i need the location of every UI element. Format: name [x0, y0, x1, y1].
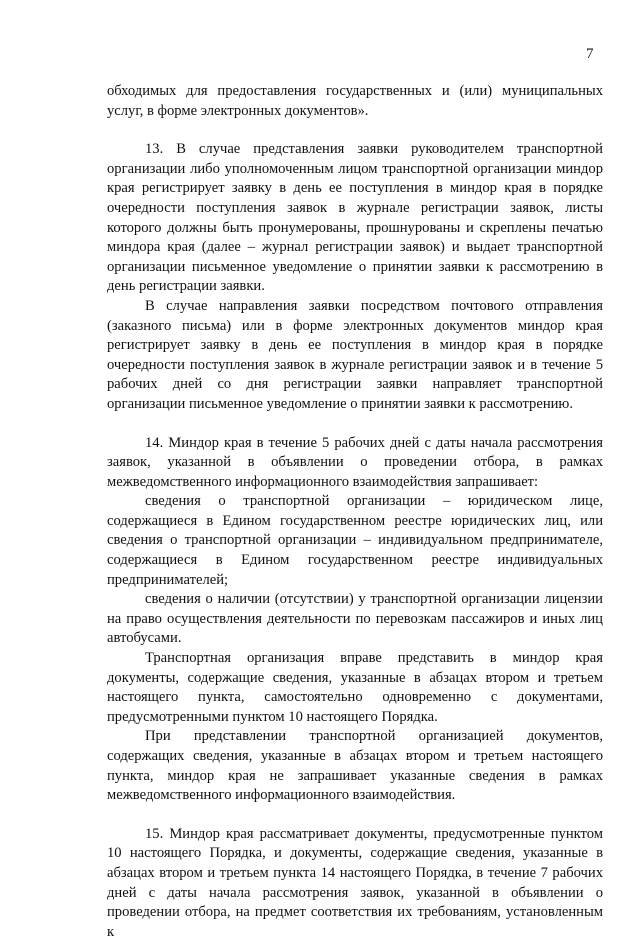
- paragraph-item-14: 14. Миндор края в течение 5 рабочих дней с даты начала рассмотрения заявок, указанной в объявлении о проведении отбора, в рамках межведомственного информационного взаимодействия запрашивает:: [107, 434, 603, 490]
- paragraph-continuation: обходимых для предоставления государственных и (или) муниципальных услуг, в форме электронных документов».: [107, 83, 603, 119]
- paragraph-self-submission: Транспортная организация вправе представить в миндор края документы, содержащие сведения, указанные в абзацах втором и третьем настоящего пункта, самостоятельно одновременно с документами, предусмотренными пунктом 10 настоящего Порядка.: [107, 650, 603, 725]
- page-number: 7: [586, 46, 594, 62]
- paragraph-license-info: сведения о наличии (отсутствии) у транспортной организации лицензии на право осуществления деятельности по перевозкам пассажиров и иных лиц автобусами.: [107, 591, 603, 647]
- paragraph-postal-submission: В случае направления заявки посредством почтового отправления (заказного письма) или в форме электронных документов миндор края регистрирует заявку в день ее поступления в миндор края в порядке очередности поступления заявок в журнале регистрации заявок и в течение 5 рабочих дней со дня регистрации заявки направляет транспортной организации письменное уведомление о принятии заявки к рассмотрению.: [107, 297, 603, 412]
- paragraph-no-request: При представлении транспортной организацией документов, содержащих сведения, указанные в абзацах втором и третьем настоящего пункта, миндор края не запрашивает указанные сведения в рамках межведомственного информационного взаимодействия.: [107, 728, 603, 804]
- document-body: [107, 82, 603, 942]
- paragraph-item-15: 15. Миндор края рассматривает документы, предусмотренные пунктом 10 настоящего Порядка, и документы, содержащие сведения, указанные в абзацах втором и третьем пункта 14 настоящего Порядка, в течение 7 рабочих дней с даты начала рассмотрения заявок, указанной в объявлении о проведении отбора, на предмет соответствия их требованиям, установленным к: [107, 825, 603, 940]
- paragraph-item-13: 13. В случае представления заявки руководителем транспортной организации либо уполномоченным лицом транспортной организации миндор края регистрирует заявку в день ее поступления в миндор края в порядке очередности поступления заявок в журнале регистрации заявок, листы которого должны быть пронумерованы, прошнурованы и скреплены печатью миндора края (далее – журнал регистрации заявок) и выдает транспортной организации письменное уведомление о принятии заявки к рассмотрению в день регистрации заявки.: [107, 141, 603, 295]
- paragraph-registry-info: сведения о транспортной организации – юридическом лице, содержащиеся в Едином государственном реестре юридических лиц, или сведения о транспортной организации – индивидуальном предпринимателе, содержащиеся в Едином государственном реестре индивидуальных предпринимателей;: [107, 493, 603, 588]
